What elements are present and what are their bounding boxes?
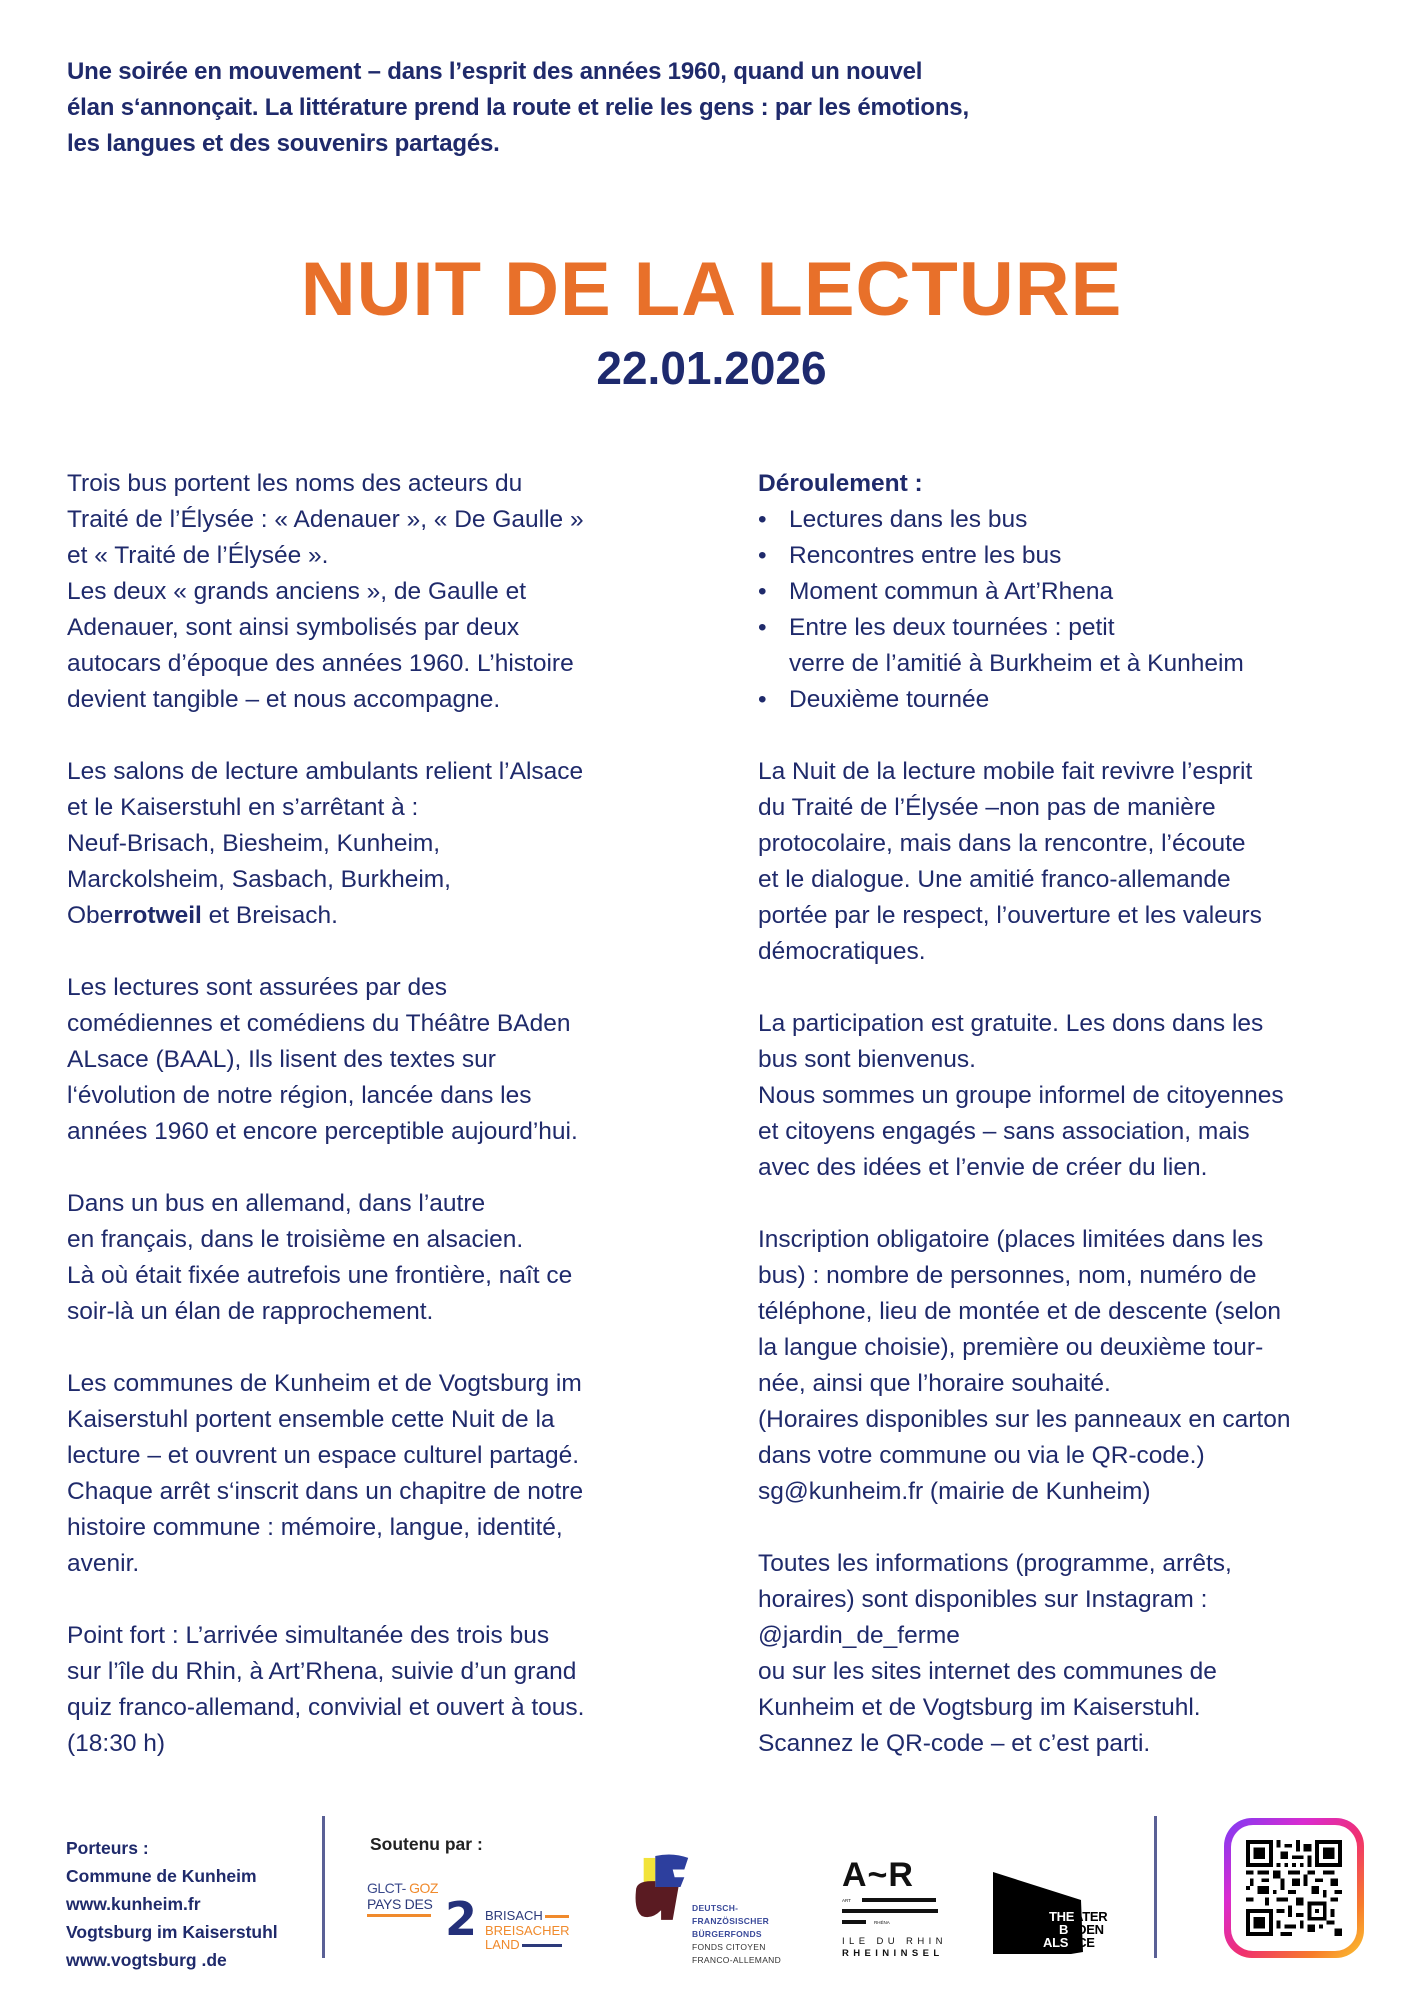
text-line: Les lectures sont assurées par des [67,974,447,1001]
text-line: Nous sommes un groupe informel de citoyennes [758,1082,1284,1109]
text-line: protocolaire, mais dans la rencontre, l’écoute [758,830,1246,857]
text-line: FRANCO-ALLEMAND [692,1955,782,1965]
event-date: 22.01.2026 [596,342,827,394]
text-line [67,898,707,934]
text-line: du Traité de l’Élysée –non pas de manière [758,794,1216,821]
text-line: bus) : nombre de personnes, nom, numéro de [758,1262,1257,1289]
text-line: Adenauer, sont ainsi symbolisés par deux [67,614,520,641]
porteur-name: Vogtsburg im Kaiserstuhl [66,1922,278,1942]
text-line: quiz franco-allemand, convivial et ouvert à tous. [67,1694,585,1721]
instagram-handle-link[interactable]: @jardin_de_ferme [758,1622,960,1649]
list-item [758,574,1408,610]
footer [0,1810,1423,1970]
bullet-icon: • [758,578,767,605]
left-column [67,466,707,1762]
logo-bar [842,1920,866,1924]
footer-divider [322,1816,325,1958]
text-fragment-bold: rrotweil [113,902,202,929]
logo-underline [367,1914,431,1917]
qr-code-icon [1246,1840,1342,1936]
text-line: comédiennes et comédiens du Théâtre BAden [67,1010,571,1037]
email-link[interactable]: sg@kunheim.fr [758,1478,924,1505]
text-line: Les communes de Kunheim et de Vogtsburg im [67,1370,582,1397]
text-line: téléphone, lieu de montée et de descente (selon [758,1298,1282,1325]
sponsors-label: Soutenu par : [370,1834,483,1854]
text-line: Kaiserstuhl portent ensemble cette Nuit de la [67,1406,555,1433]
text-line: Là où était fixée autrefois une frontière, naît ce [67,1262,573,1289]
text-fragment: ATER [1074,1909,1108,1924]
text-fragment: ART [842,1898,851,1903]
text-fragment: B [1059,1922,1069,1937]
logo-bar [842,1909,938,1913]
paragraph-information [758,1546,1408,1762]
text-line: (18:30 h) [67,1730,166,1757]
theater-baden-alsace-logo [993,1872,1123,1957]
text-fragment: RHÉNA [874,1920,890,1925]
text-line: devient tangible – et nous accompagne. [67,686,501,713]
text-line: Traité de l’Élysée : « Adenauer », « De Gaulle » [67,506,584,533]
bullet-icon: • [758,542,767,569]
paragraph-languages [67,1186,707,1330]
artrhena-logo [842,1858,947,1958]
bullet-icon: • [758,614,767,641]
text-line: et « Traité de l’Élysée ». [67,542,329,569]
text-line: et le Kaiserstuhl en s’arrêtant à : [67,794,419,821]
paragraph-registration [758,1222,1408,1510]
bullet-icon: • [758,506,767,533]
list-item [758,502,1408,538]
text-line: ILE DU RHIN [842,1936,947,1947]
text-line: lecture – et ouvrent un espace culturel partagé. [67,1442,580,1469]
paragraph-communes [67,1366,707,1582]
paragraph-buses [67,466,707,718]
text-fragment: (mairie de Kunheim) [923,1478,1151,1505]
buergerfonds-text [692,1902,781,1967]
text-line: et le dialogue. Une amitié franco-allemande [758,866,1231,893]
contact-line [758,1474,1408,1510]
bullet-icon: • [758,686,767,713]
text-line: et citoyens engagés – sans association, mais [758,1118,1250,1145]
text-line: Kunheim et de Vogtsburg im Kaiserstuhl. [758,1694,1201,1721]
text-line: la langue choisie), première ou deuxième tour- [758,1334,1264,1361]
text-line: Toutes les informations (programme, arrêts, [758,1550,1232,1577]
list-item [758,610,1408,646]
paragraph-highlight [67,1618,707,1762]
text-line: ALsace (BAAL), Ils lisent des textes sur [67,1046,496,1073]
glct-line3 [485,1908,569,1923]
text-fragment: ADEN [1068,1922,1104,1937]
text-line: Marckolsheim, Sasbach, Burkheim, [67,866,451,893]
text-line: Dans un bus en allemand, dans l’autre [67,1190,486,1217]
list-item-label: Lectures dans les bus [789,506,1028,533]
text-line: dans votre commune ou via le QR-code.) [758,1442,1205,1469]
text-line: Point fort : L’arrivée simultanée des trois bus [67,1622,550,1649]
page-title: NUIT DE LA LECTURE [300,247,1123,332]
list-item-continuation: verre de l’amitié à Burkheim et à Kunheim [789,650,1244,677]
text-line: avec des idées et l’envie de créer du lien. [758,1154,1208,1181]
text-line: La participation est gratuite. Les dons dans les [758,1010,1264,1037]
text-line: années 1960 et encore perceptible aujourd’hui. [67,1118,578,1145]
list-item [758,538,1408,574]
text-line: Inscription obligatoire (places limitées dans les [758,1226,1264,1253]
porteurs-label: Porteurs : [66,1838,149,1858]
text-line: l‘évolution de notre région, lancée dans les [67,1082,532,1109]
list-item-label: Rencontres entre les bus [789,542,1062,569]
glct-goz-logo [367,1880,577,1950]
text-line: en français, dans le troisième en alsacien. [67,1226,524,1253]
glct-line5 [485,1937,562,1952]
intro-line: élan s‘annonçait. La littérature prend la route et relie les gens : par les émotions, [67,94,969,121]
text-line: Neuf-Brisach, Biesheim, Kunheim, [67,830,441,857]
paragraph-participation [758,1006,1408,1186]
list-item [758,682,1408,718]
buergerfonds-emblem-icon [634,1852,694,1920]
porteur-name: Commune de Kunheim [66,1866,257,1886]
paragraph-stops [67,754,707,934]
porteur-url-link[interactable]: www.kunheim.fr [66,1894,201,1914]
text-line: horaires) sont disponibles sur Instagram : [758,1586,1208,1613]
glct-line1 [367,1880,438,1896]
text-line: RHEININSEL [842,1948,944,1959]
section-heading-deroulement: Déroulement : [758,470,923,497]
qr-inner [1231,1825,1357,1951]
text-fragment: BRISACH [485,1908,543,1923]
text-fragment: GLCT- [367,1880,406,1896]
text-fragment: THE [1049,1909,1075,1924]
text-line: La Nuit de la lecture mobile fait revivre l’esprit [758,758,1253,785]
text-fragment: et Breisach. [201,902,338,929]
text-line: FRANZÖSISCHER [692,1916,770,1926]
text-line: DEUTSCH- [692,1903,739,1913]
text-line: BÜRGERFONDS [692,1929,762,1939]
footer-divider [1154,1816,1157,1958]
artrhena-wordmark: A~R [842,1856,914,1894]
glct-number: 2 [445,1892,478,1946]
text-line: histoire commune : mémoire, langue, identité, [67,1514,563,1541]
text-line: autocars d’époque des années 1960. L’histoire [67,650,574,677]
intro-text [67,54,1117,162]
baal-line3 [1043,1936,1095,1949]
text-fragment: ACE [1068,1935,1095,1950]
glct-line4: BREISACHER [485,1923,570,1938]
text-line: Les salons de lecture ambulants relient l’Alsace [67,758,584,785]
text-line: Trois bus portent les noms des acteurs du [67,470,523,497]
text-line: Chaque arrêt s‘inscrit dans un chapitre de notre [67,1478,584,1505]
buergerfonds-logo [634,1852,804,1965]
list-item-label: Entre les deux tournées : petit [789,614,1115,641]
porteur-url-link[interactable]: www.vogtsburg .de [66,1950,227,1970]
instagram-qr-code[interactable] [1224,1818,1364,1958]
paragraph-readers [67,970,707,1150]
right-column [758,466,1408,1762]
text-line: soir-là un élan de rapprochement. [67,1298,434,1325]
text-fragment: ALS [1043,1935,1069,1950]
text-line: Les deux « grands anciens », de Gaulle et [67,578,527,605]
text-line: portée par le respect, l’ouverture et les valeurs [758,902,1262,929]
text-fragment: Obe [67,902,114,929]
paragraph-spirit [758,754,1408,970]
text-fragment: LAND [485,1937,520,1952]
text-line: sur l’île du Rhin, à Art’Rhena, suivie d’un grand [67,1658,577,1685]
logo-bar [862,1898,936,1902]
text-line: bus sont bienvenus. [758,1046,976,1073]
list-item-label: Moment commun à Art’Rhena [789,578,1114,605]
glct-line2: PAYS DES [367,1896,433,1912]
text-line: (Horaires disponibles sur les panneaux en carton [758,1406,1291,1433]
text-fragment: GOZ [405,1880,438,1896]
text-line: ou sur les sites internet des communes de [758,1658,1217,1685]
intro-line: Une soirée en mouvement – dans l’esprit des années 1960, quand un nouvel [67,58,923,85]
text-line: FONDS CITOYEN [692,1942,766,1952]
text-line: avenir. [67,1550,140,1577]
porteurs-block [66,1834,278,1974]
text-line: démocratiques. [758,938,926,965]
schedule-list [758,502,1408,718]
text-line: Scannez le QR-code – et c’est parti. [758,1730,1151,1757]
list-item-label: Deuxième tournée [789,686,990,713]
text-line: née, ainsi que l’horaire souhaité. [758,1370,1111,1397]
intro-line: les langues et des souvenirs partagés. [67,130,500,157]
